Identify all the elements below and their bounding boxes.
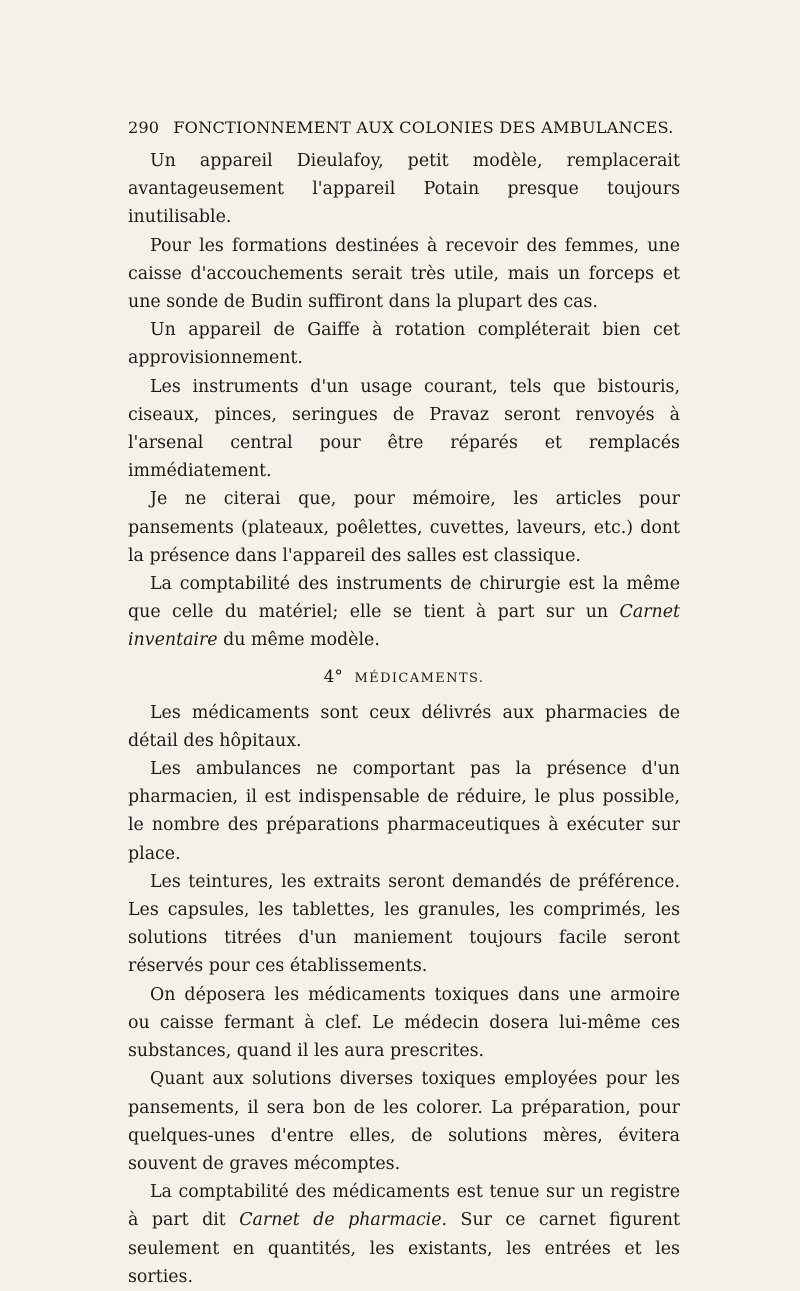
section-heading — [128, 663, 680, 693]
section-number: 4° — [323, 666, 343, 687]
paragraph-accouchements: Pour les formations destinées à recevoir des femmes, une caisse d'accouchements serait très utile, mais un forceps et une sonde de Budin suffiront dans la plupart des cas. — [128, 235, 680, 313]
paragraph-pansements: Je ne citerai que, pour mémoire, les articles pour pansements (plateaux, poêlettes, cuvettes, laveurs, etc.) dont la présence dans l'appareil des salles est classique. — [128, 489, 680, 566]
paragraph-comptabilite-medicaments — [128, 1178, 680, 1291]
paragraph-pharmacien: Les ambulances ne comportant pas la présence d'un pharmacien, il est indispensable de réduire, le plus possible, le nombre des préparations pharmaceutiques à exécuter sur place. — [128, 759, 680, 864]
text-run: du même modèle. — [217, 630, 380, 651]
running-head — [128, 118, 680, 137]
italic-text: Carnet inventaire — [128, 602, 680, 651]
paragraph-toxiques: On déposera les médicaments toxiques dans une armoire ou caisse fermant à clef. Le médecin dosera lui-même ces substances, quand il les aura prescrites. — [128, 984, 680, 1062]
page-number: 290 — [128, 118, 160, 137]
paragraph-instruments: Les instruments d'un usage courant, tels que bistouris, ciseaux, pinces, seringues de Pravaz seront renvoyés à l'arsenal central pour être réparés et remplacés immédiatement. — [128, 376, 680, 482]
text-run: La comptabilité des médicaments est tenue sur un registre à part dit — [128, 1182, 680, 1231]
book-page — [128, 118, 680, 1291]
paragraph-dieulafoy: Un appareil Dieulafoy, petit modèle, remplacerait avantageusement l'appareil Potain presque toujours inutilisable. — [128, 151, 680, 228]
paragraph-comptabilite-instruments — [128, 570, 680, 655]
paragraph-teintures: Les teintures, les extraits seront demandés de préférence. Les capsules, les tablettes, les granules, les comprimés, les solutions titrées d'un maniement toujours facile seront réservés pour ces établissements. — [128, 871, 680, 977]
paragraph-medicaments: Les médicaments sont ceux délivrés aux pharmacies de détail des hôpitaux. — [128, 702, 680, 751]
italic-text: Carnet de pharmacie. — [239, 1210, 448, 1231]
paragraph-solutions: Quant aux solutions diverses toxiques employées pour les pansements, il sera bon de les colorer. La préparation, pour quelques-unes d'entre elles, de solutions mères, évitera souvent de graves mécomptes. — [128, 1069, 680, 1174]
text-run: Sur ce carnet figurent seulement en quantités, les existants, les entrées et les sorties. — [128, 1210, 680, 1287]
running-title: FONCTIONNEMENT AUX COLONIES DES AMBULANCES. — [173, 118, 674, 137]
paragraph-gaiffe: Un appareil de Gaiffe à rotation compléterait bien cet approvisionnement. — [128, 320, 680, 369]
section-title: MÉDICAMENTS. — [354, 670, 485, 686]
text-run: La comptabilité des instruments de chirurgie est la même que celle du matériel; elle se tient à part sur un — [128, 574, 680, 623]
